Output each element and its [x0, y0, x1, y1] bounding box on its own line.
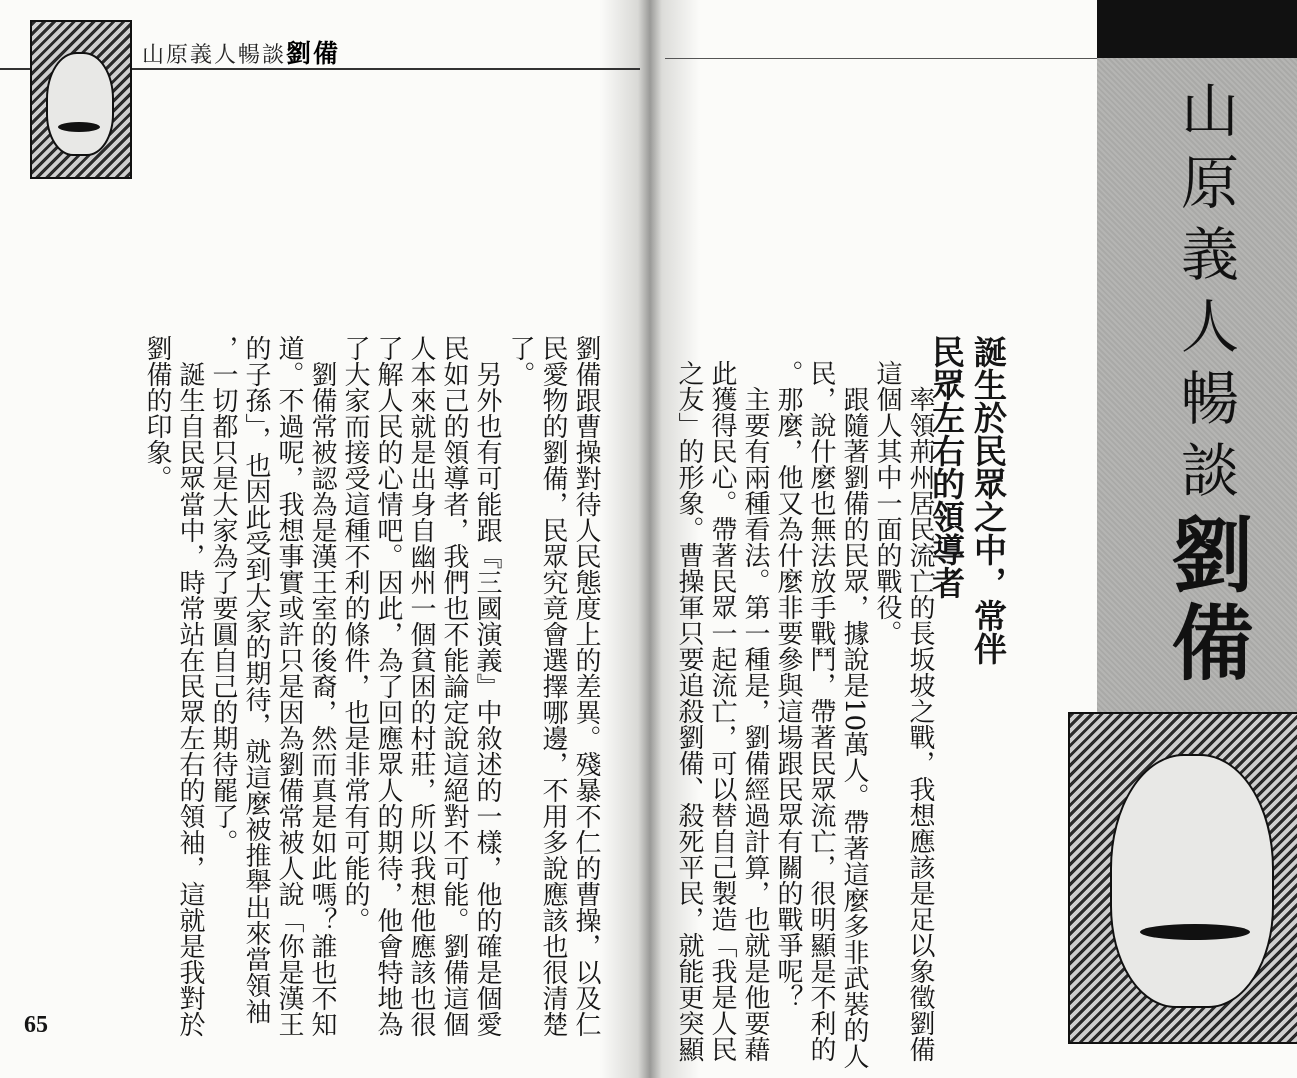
text-column: 。那麼，他又為什麼非要參與這場跟民眾有關的戰爭呢？: [773, 360, 803, 1010]
text-column: 人本來就是出身自幽州一個貧困的村莊，所以我想他應該也很: [406, 335, 436, 1037]
text-column: 的子孫」，也因此受到大家的期待，就這麼被推舉出來當領袖: [241, 335, 271, 1024]
text-column: 誕生自民眾當中，時常站在民眾左右的領袖，這就是我對於: [175, 361, 205, 1037]
text-column: 主要有兩種看法。第一種是，劉備經過計算，也就是他要藉: [740, 386, 770, 1062]
text-column: 劉備常被認為是漢王室的後裔，然而真是如此嗎？誰也不知: [307, 361, 337, 1037]
text-column: 民，說什麼也無法放手戰鬥，帶著民眾流亡，很明顯是不利的: [806, 360, 836, 1062]
text-column: 之友」的形象。曹操軍只要追殺劉備、殺死平民，就能更突顯: [674, 360, 704, 1062]
top-dark-band: [1097, 0, 1297, 58]
article-headline: [925, 335, 1009, 755]
headline-line-1: 誕生於民眾之中，常伴: [969, 335, 1008, 665]
text-column: 跟隨著劉備的民眾，據說是10萬人。帶著這麼多非武裝的人: [839, 386, 869, 1070]
right-page-body: [672, 360, 936, 1070]
text-column: 道。不過呢，我想事實或許只是因為劉備常被人說「你是漢王: [274, 335, 304, 1037]
text-column: 了解人民的心情吧。因此，為了回應眾人的期待，他會特地為: [373, 335, 403, 1037]
page-number: 65: [24, 1012, 48, 1038]
corner-portrait-liu-bei: [1068, 712, 1297, 1044]
header-name: 劉備: [286, 39, 341, 68]
running-header: [142, 34, 340, 70]
text-column: 了。: [505, 335, 535, 387]
sidebar-title: [1158, 80, 1253, 688]
left-page-body: [140, 335, 602, 1037]
sidebar-title-text: 山原義人暢談: [1171, 80, 1239, 512]
text-column: 劉備跟曹操對待人民態度上的差異。殘暴不仁的曹操，以及仁: [571, 335, 601, 1037]
text-column: 劉備的印象。: [142, 335, 172, 491]
text-column: 了大家而接受這種不利的條件，也是非常有可能的。: [340, 335, 370, 933]
header-title: 山原義人暢談: [142, 43, 287, 68]
text-column: 民如己的領導者，我們也不能論定說這絕對不可能。劉備這個: [439, 335, 469, 1037]
text-column: 這個人其中一面的戰役。: [872, 360, 902, 646]
text-column: 率領荊州居民流亡的長坂坡之戰，我想應該是足以象徵劉備: [905, 386, 935, 1062]
headline-line-2: 民眾左右的領導者: [927, 335, 966, 599]
text-column: ，一切都只是大家為了要圓自己的期待罷了。: [208, 335, 238, 855]
text-column: 此獲得民心。帶著民眾一起流亡，可以替自己製造「我是人民: [707, 360, 737, 1062]
sidebar-name: 劉備: [1158, 512, 1253, 688]
text-column: 另外也有可能跟『三國演義』中敘述的一樣，他的確是個愛: [472, 361, 502, 1037]
header-portrait-liu-bei: [30, 20, 132, 179]
text-column: 民愛物的劉備，民眾究竟會選擇哪邊，不用多說應該也很清楚: [538, 335, 568, 1037]
